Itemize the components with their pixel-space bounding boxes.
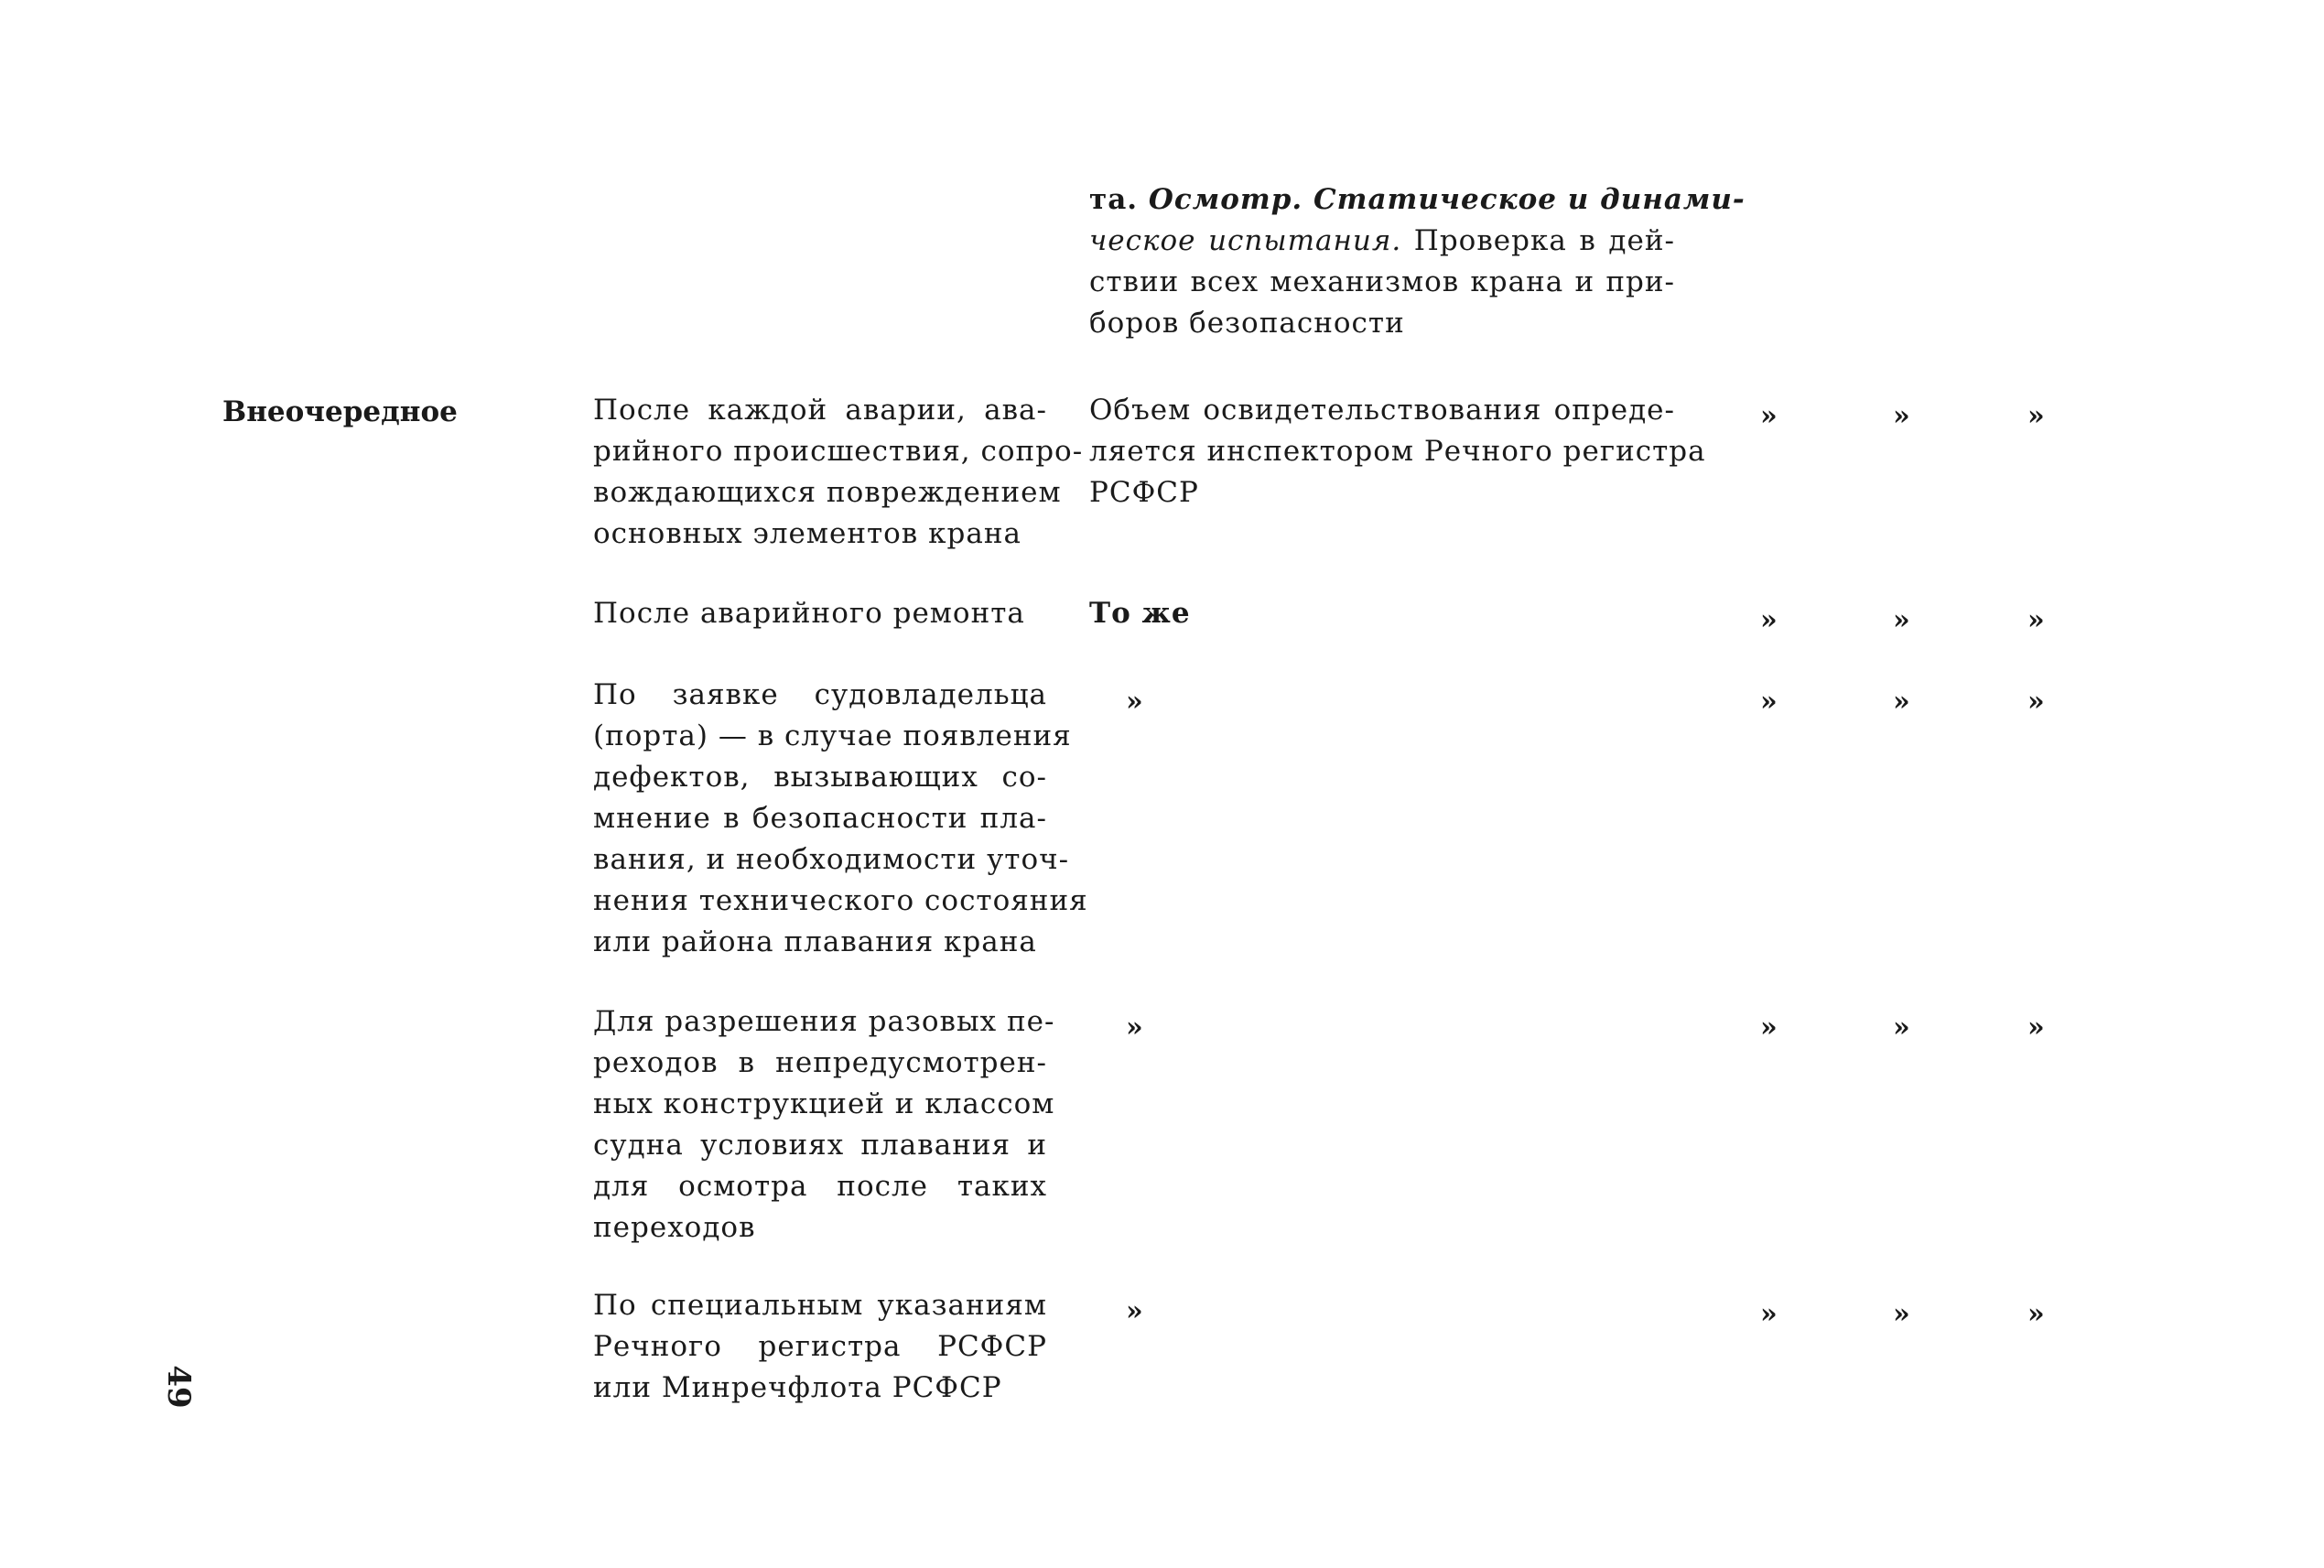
ditto-mark: » xyxy=(1893,604,1910,636)
ditto-mark: » xyxy=(1893,686,1910,718)
ditto-mark: » xyxy=(1126,1011,1143,1044)
ditto-mark: » xyxy=(1760,1298,1778,1330)
row-condition: После аварийного ремонта xyxy=(593,597,1025,630)
ditto-mark: » xyxy=(1893,1011,1910,1044)
ditto-mark: » xyxy=(1126,686,1143,718)
ditto-mark: » xyxy=(2027,686,2045,718)
section-label: Внеочередное xyxy=(222,395,458,428)
row-scope: Объем освидетельствования опреде- ляется инспектором Речного регистра РСФСР xyxy=(1089,394,1706,509)
text-line: та. Осмотр. Статическое и динами- xyxy=(1089,183,1746,216)
ditto-mark: » xyxy=(2027,1011,2045,1044)
text-line: боров безопасности xyxy=(1089,307,1405,340)
ditto-mark: » xyxy=(2027,400,2045,432)
page-number: 49 xyxy=(160,1365,197,1409)
ditto-mark: » xyxy=(1893,1298,1910,1330)
row-condition: Для разрешения разовых пе- реходов в непредусмотрен- ных конструкцией и классом судна условиях плавания и для осмотра после таких переходов xyxy=(593,1005,1055,1244)
row-condition: По заявке судовладельца (порта) — в случае появления дефектов, вызывающих со- мнение в безопасности пла- вания, и необходимости уточ- нения технического состояния или района плавания крана xyxy=(593,678,1088,958)
ditto-mark: » xyxy=(1760,604,1778,636)
ditto-mark: » xyxy=(2027,1298,2045,1330)
ditto-mark: » xyxy=(1760,686,1778,718)
ditto-mark: » xyxy=(2027,604,2045,636)
text-line: ческое испытания. Проверка в дей- xyxy=(1089,224,1675,257)
continuation-text xyxy=(1089,179,1746,344)
row-condition: По специальным указаниям Речного регистра РСФСР или Минречфлота РСФСР xyxy=(593,1289,1047,1404)
ditto-mark: » xyxy=(1760,400,1778,432)
ditto-mark: » xyxy=(1893,400,1910,432)
row-condition: После каждой аварии, ава- рийного происшествия, сопро- вождающихся повреждением основных элементов крана xyxy=(593,394,1084,550)
text-line: ствии всех механизмов крана и при- xyxy=(1089,265,1675,298)
row-scope: То же xyxy=(1089,597,1191,630)
ditto-mark: » xyxy=(1126,1295,1143,1327)
ditto-mark: » xyxy=(1760,1011,1778,1044)
